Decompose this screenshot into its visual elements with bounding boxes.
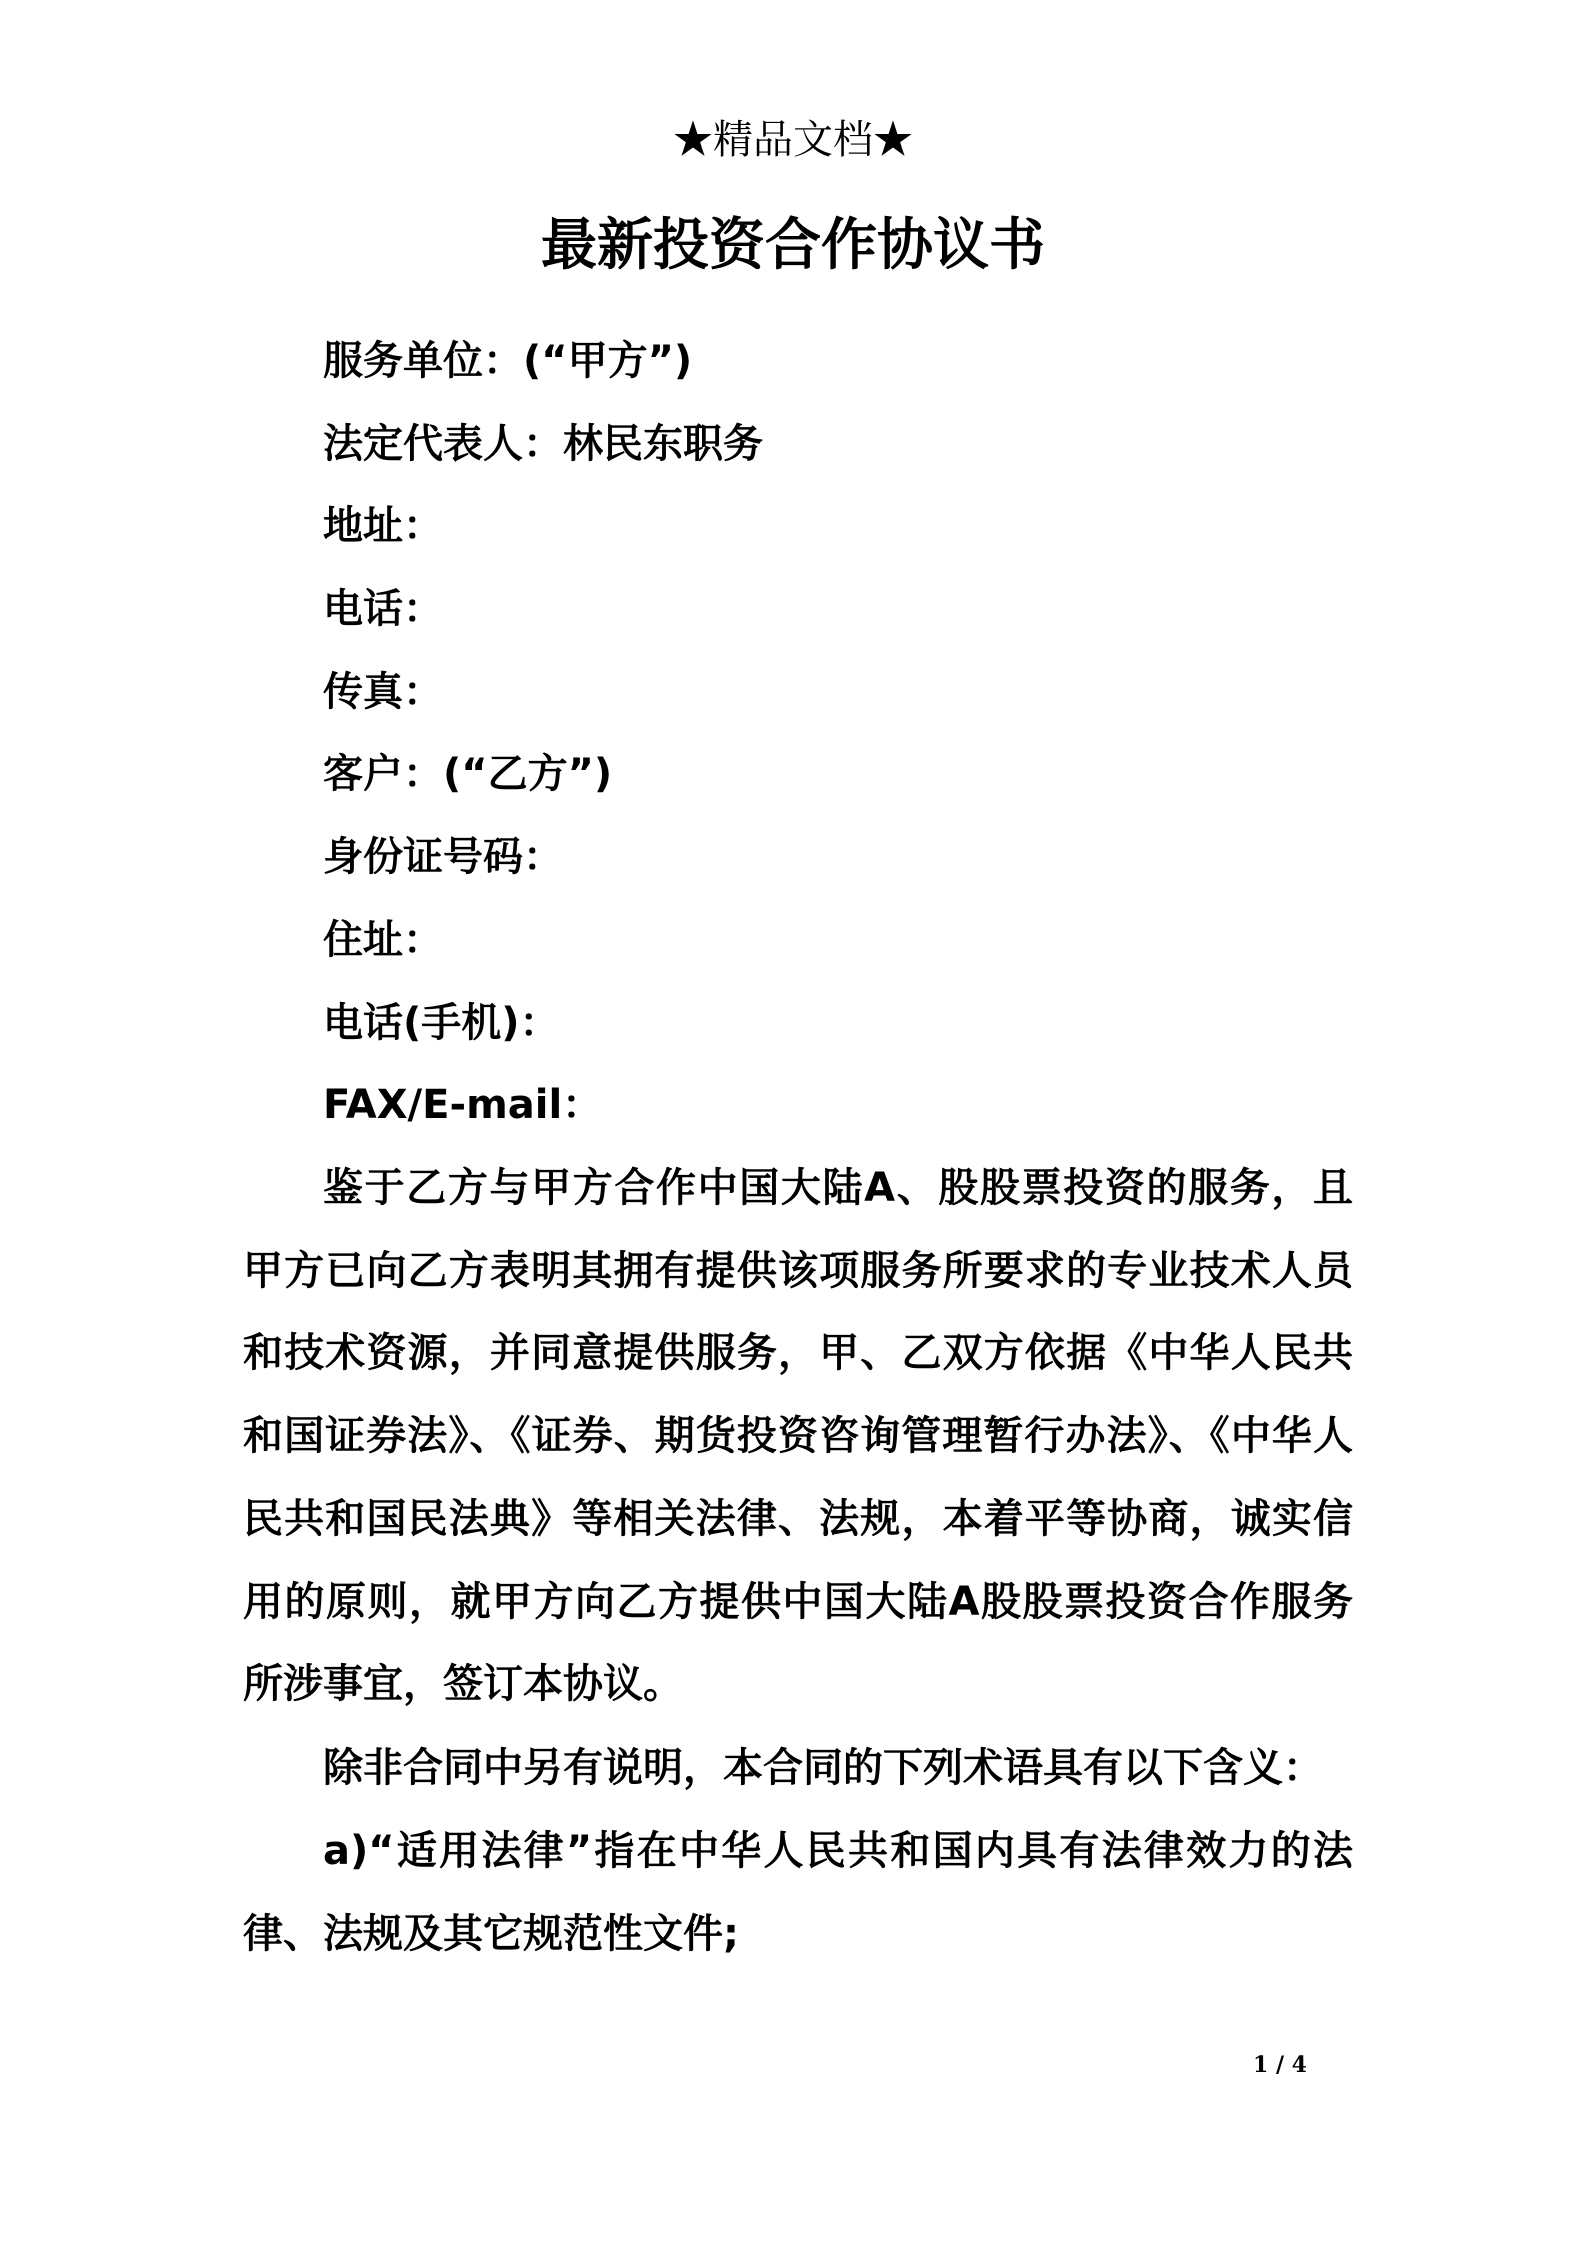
fax-field: 传真： [323,668,443,715]
legal-representative-field: 法定代表人：林民东职务 [323,420,763,467]
phone-field: 电话： [323,586,443,633]
preamble-paragraph: 鉴于乙方与甲方合作中国大陆A、股股票投资的服务，且甲方已向乙方表明其拥有提供该项服务所要求的专业技术人员和技术资源，并同意提供服务，甲、乙双方依据《中华人民共和国证券法》、《证券、期货投资咨询管理暂行办法》、《中华人民共和国民法典》等相关法律、法规，本着平等协商，诚实信用的原则，就甲方向乙方提供中国大陆A股股票投资合作服务所涉事宜，签订本协议。 [243,1165,1353,1708]
document-title: 最新投资合作协议书 [541,213,1045,278]
definition-item-a: a)“适用法律”指在中华人民共和国内具有法律效力的法律、法规及其它规范性文件; [243,1828,1353,1957]
page-number: 1 / 4 [1253,2052,1307,2078]
header-mark: ★精品文档★ [673,117,913,163]
definitions-intro-paragraph: 除非合同中另有说明，本合同的下列术语具有以下含义： [323,1745,1323,1791]
address-field: 地址： [323,503,443,550]
residence-field: 住址： [323,916,443,963]
id-number-field: 身份证号码： [323,834,563,881]
service-unit-field: 服务单位：(“甲方”) [323,338,693,384]
mobile-phone-field: 电话(手机)： [323,999,560,1046]
client-field: 客户：(“乙方”) [323,751,613,798]
fax-email-field: FAX/E-mail： [323,1082,603,1129]
party-info-block [323,320,1363,1147]
